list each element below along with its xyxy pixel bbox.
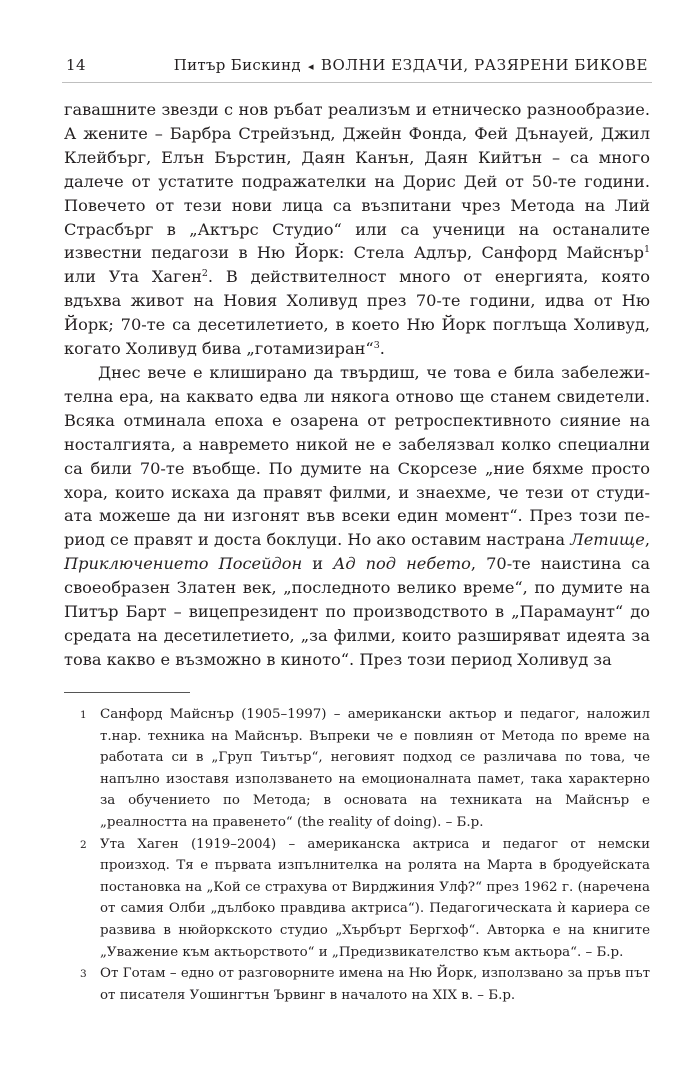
paragraph-1-text-1: гавашните звезди с нов ръбат реализъм и етническо разнообразие. А жените – Барбра Стрейзънд, Джейн Фонда, Фей Дънауей, Джил Клейбърг, Елън Бърстин, Даян Канън, Даян Кийтън – са много далече от устатите подражателки на Дорис Дей от 50-те години. Повечето от тези нови лица са възпитани чрез Метода на Лий Страсбърг в „Актърс Студио“ или са ученици на останалите известни педагози в Ню Йорк: Стела Адлър, Санфорд Майснър — [64, 100, 650, 263]
body-text — [64, 98, 650, 672]
paragraph-1 — [64, 98, 650, 361]
film-title-letishte: Летище — [570, 530, 645, 550]
paragraph-1-text-4: . — [379, 339, 385, 359]
footnote-1-number: 1 — [80, 709, 87, 721]
running-head — [174, 56, 648, 74]
footnote-1 — [64, 704, 650, 834]
paragraph-2-text-2: , — [644, 530, 650, 550]
footnote-2-number: 2 — [80, 838, 87, 851]
running-head-author: Питър Бискинд — [173, 56, 301, 74]
footnote-1-text: Санфорд Майснър (1905–1997) – американски актьор и педагог, наложил т.нар. техника на Майснър. Въпреки че е повлиян от Метода по време на работата си в „Груп Тиътър“, неговият подход се различава по това, че напълно изоставя използването на емоционалната памет, така характерно за обучението по Метода; в основата на техниката на Майснър е „реалността на правенето“ (the reality of doing). – Б.р. — [100, 707, 650, 830]
header-rule — [62, 82, 652, 83]
footnote-rule — [64, 692, 190, 693]
page-number: 14 — [66, 56, 87, 74]
running-head-separator: ◂ — [307, 60, 314, 73]
footnote-ref-3: 3 — [373, 340, 380, 352]
paragraph-2-text-3: и — [302, 554, 334, 574]
paragraph-2 — [64, 361, 650, 672]
footnote-3-number: 3 — [80, 968, 87, 981]
paragraph-1-text-3: . В действителност много от енергията, която вдъхва живот на Новия Холивуд през 70-те години, идва от Ню Йорк; 70-те са десетилетието, в което Ню Йорк поглъща Холивуд, когато Холивуд бива „готамизиран“ — [64, 267, 650, 359]
paragraph-1-text-2: или Ута Хаген — [64, 267, 202, 287]
film-title-towering-inferno: Ад под небето — [333, 554, 471, 574]
running-head-book-title: ВОЛНИ ЕЗДАЧИ, РАЗЯРЕНИ БИКОВЕ — [320, 56, 648, 74]
footnote-2-text: Ута Хаген (1919–2004) – американска актриса и педагог от немски произход. Тя е първата изпълнителка на ролята на Марта в бродуейската постановка на „Кой се страхува от Вирджиния Улф?“ през 1962 г. (наречена от самия Олби „дълбоко правдива актриса“). Педагогическата ѝ кариера се развива в нюйоркското студио „Хърбърт Бергхоф“. Авторка е на книгите „Уважение към актьорството“ и „Предизвикателство към актьора“. – Б.р. — [100, 836, 650, 960]
paragraph-2-text-4: , 70-те наистина са своеобразен Златен век, „последното велико време“, по думите на Питър Барт – вицепрезидент по производството в „Парамаунт“ до средата на десетилетието, „за филми, които разширяват идеята за това какво е възможно в киното“. През този период Холивуд за — [64, 554, 650, 669]
footnote-3 — [64, 963, 650, 1006]
footnotes — [64, 704, 650, 1006]
footnote-ref-1: 1 — [643, 244, 650, 256]
footnote-3-text: От Готам – едно от разговорните имена на Ню Йорк, използвано за пръв път от писателя Уошингтън Ървинг в началото на XIX в. – Б.р. — [100, 966, 650, 1003]
footnote-ref-2: 2 — [201, 268, 208, 280]
paragraph-2-text-1: Днес вече е клиширано да твърдиш, че това е била забележителна ера, на каквато едва ли някога отново ще станем свидетели. Всяка отминала епоха е озарена от ретроспективното сияние на носталгията, а навремето никой не е забелязвал колко специални са били 70-те въобще. По думите на Скорсезе „ние бяхме просто хора, които искаха да правят филми, и знаехме, че тези от студиата можеше да ни изгонят във всеки един момент“. През този период се правят и доста боклуци. Но ако оставим настрана — [64, 362, 650, 550]
footnote-2 — [64, 834, 650, 964]
film-title-poseidon: Приключението Посейдон — [64, 554, 303, 574]
